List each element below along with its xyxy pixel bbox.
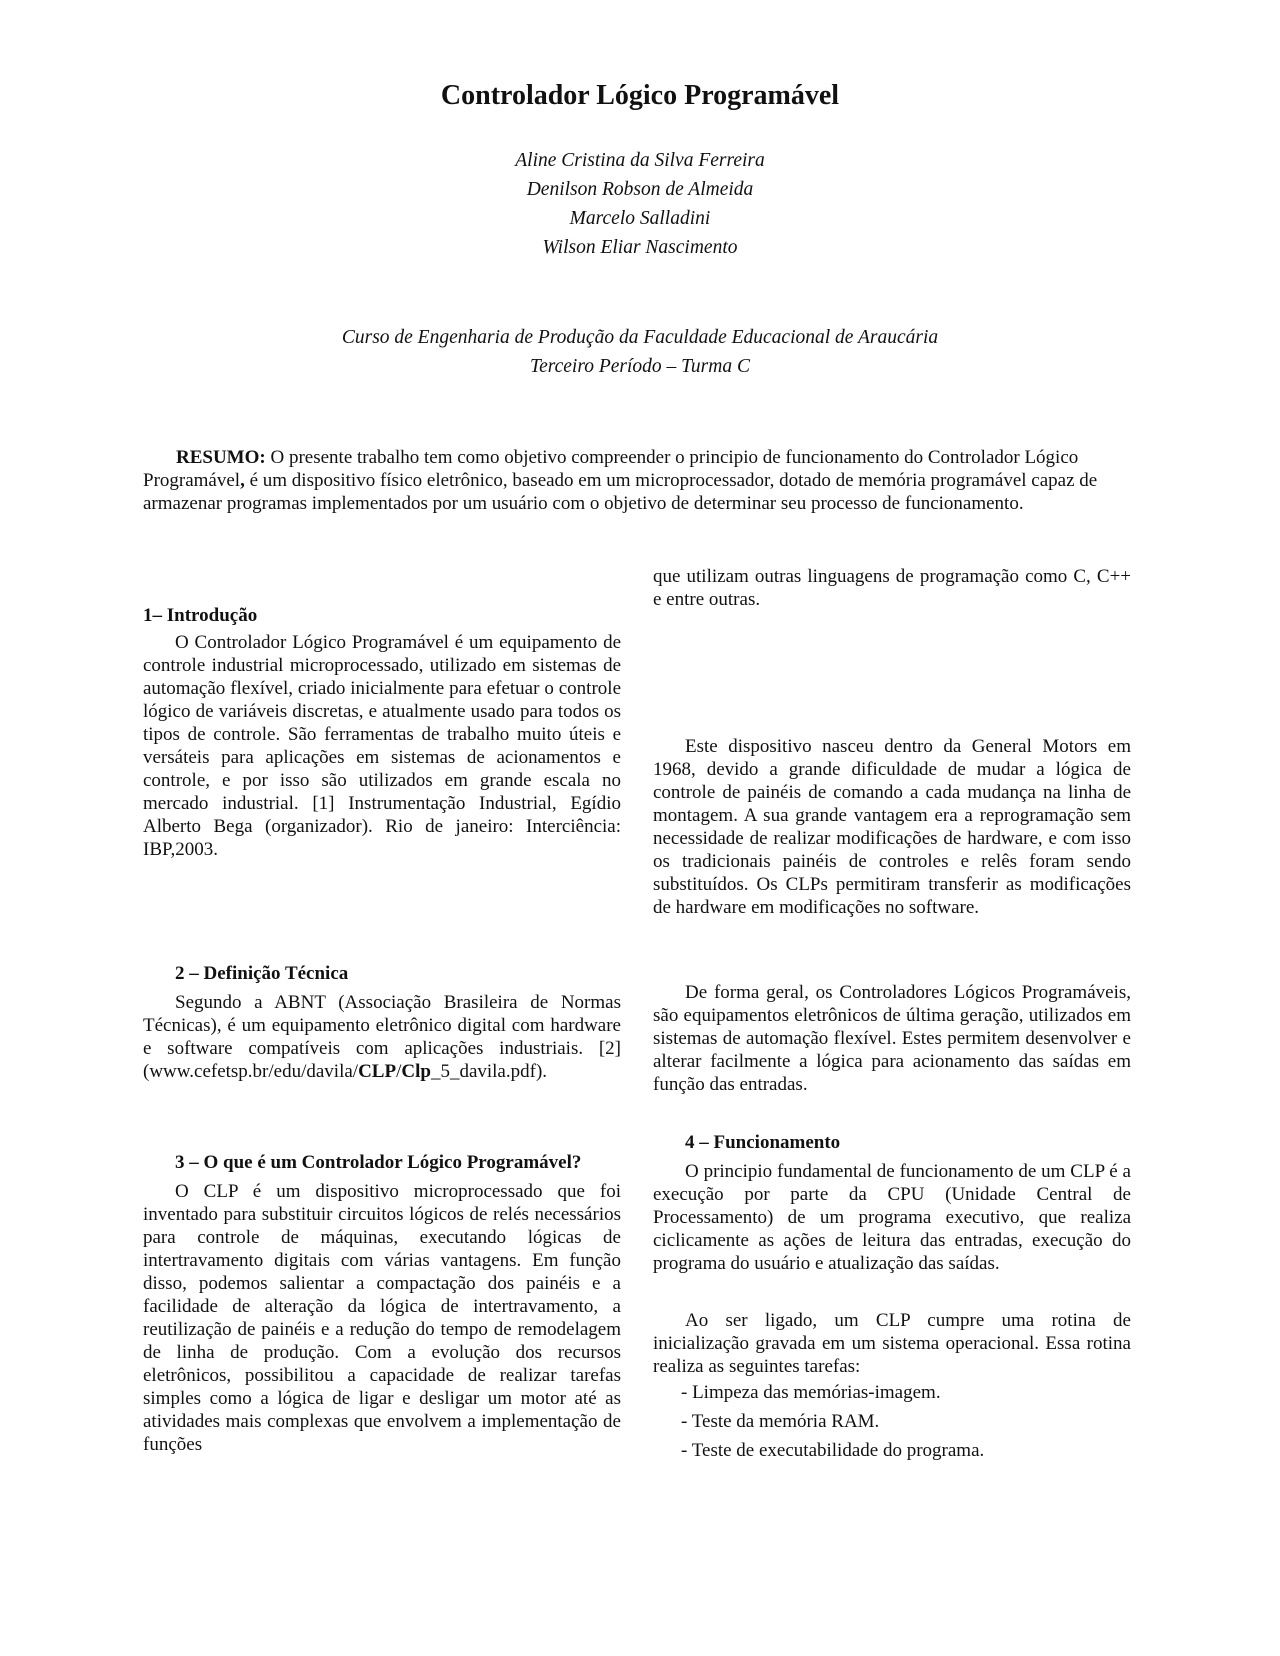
section-general-body: De forma geral, os Controladores Lógicos Programáveis, são equipamentos eletrônicos de última geração, utilizados em sistemas de automação flexível. Estes permitem desenvolver e alterar facilmente a lógica para acionamento das saídas em função das entradas. [653,982,1131,1095]
section-intro-heading: 1– Introdução [143,605,258,626]
list-item: - Limpeza das memórias-imagem. [681,1382,941,1403]
section-whatis-heading: 3 – O que é um Controlador Lógico Programável? [175,1152,582,1173]
section-history-body: Este dispositivo nasceu dentro da General Motors em 1968, devido a grande dificuldade de mudar a lógica de controle de painéis de comando a cada mudança na linha de montagem. A sua grande vantagem era a reprogramação sem necessidade de realizar modificações de hardware, e com isso os tradicionais painéis de controles e relês foram sendo substituídos. Os CLPs permitiram transferir as modificações de hardware em modificações no software. [653,736,1131,918]
list-item: - Teste da memória RAM. [681,1411,880,1432]
list-item: - Teste de executabilidade do programa. [681,1440,985,1461]
abstract-text: O presente trabalho tem como objetivo compreender o principio de funcionamento do Controlador Lógico Programável [143,447,1079,491]
section-definition-heading: 2 – Definição Técnica [175,963,349,984]
section-operation-heading: 4 – Funcionamento [685,1132,841,1153]
author-list [0,146,1280,262]
section-intro-body: O Controlador Lógico Programável é um equipamento de controle industrial microprocessado, utilizado em sistemas de automação flexível, criado inicialmente para efetuar o controle lógico de variáveis discretas, e atualmente usado para todos os tipos de controle. São ferramentas de trabalho muito úteis e versáteis para aplicações em sistemas de acionamentos e controle, e por isso são utilizados em grande escala no mercado industrial. [1] Instrumentação Industrial, Egídio Alberto Bega (organizador). Rio de janeiro: Interciência: IBP,2003. [143,632,621,860]
abstract-label: RESUMO: [176,447,266,468]
section-operation-body-2: Ao ser ligado, um CLP cumpre uma rotina de inicialização gravada em um sistema operacional. Essa rotina realiza as seguintes tarefas: [653,1310,1131,1377]
abstract [143,446,1101,515]
section-whatis-continuation: que utilizam outras linguagens de programação como C, C++ e entre outras. [653,566,1131,610]
section-definition-body: Segundo a ABNT (Associação Brasileira de Normas Técnicas), é um equipamento eletrônico digital com hardware e software compatíveis com aplicações industriais. [2](www.cefetsp.br/edu/davila/CLP/Clp_5_davila.pdf). [143,992,621,1082]
section-whatis-body: O CLP é um dispositivo microprocessado que foi inventado para substituir circuitos lógicos de relés necessários para controle de máquinas, executando lógicas de intertravamento digitais com várias vantagens. Em função disso, podemos salientar a compactação dos painéis e a facilidade de alteração da lógica de intertravamento, a reutilização de painéis e a redução do tempo de remodelagem de linha de produção. Com a evolução dos recursos eletrônicos, possibilitou a capacidade de realizar tarefas simples como a lógica de ligar e desligar um motor até as atividades mais complexas que envolvem a implementação de funções [143,1181,621,1455]
affiliation-period: Terceiro Período – Turma C [530,356,750,377]
affiliation-course: Curso de Engenharia de Produção da Faculdade Educacional de Araucária [341,327,939,348]
abstract-comma: , [240,470,245,491]
author-name: Wilson Eliar Nascimento [542,237,738,258]
author-name: Denilson Robson de Almeida [526,179,754,200]
abstract-text: é um dispositivo físico eletrônico, baseado em um microprocessador, dotado de memória programável capaz de armazenar programas implementados por um usuário com o objetivo de determinar seu processo de funcionamento. [143,470,1098,514]
affiliation [0,323,1280,381]
author-name: Aline Cristina da Silva Ferreira [515,150,765,171]
section-operation-body: O principio fundamental de funcionamento de um CLP é a execução por parte da CPU (Unidade Central de Processamento) de um programa executivo, que realiza ciclicamente as ações de leitura das entradas, execução do programa do usuário e atualização das saídas. [653,1161,1131,1274]
author-name: Marcelo Salladini [569,208,711,229]
task-list [653,1381,1131,1462]
paper-title: Controlador Lógico Programável [440,80,840,111]
